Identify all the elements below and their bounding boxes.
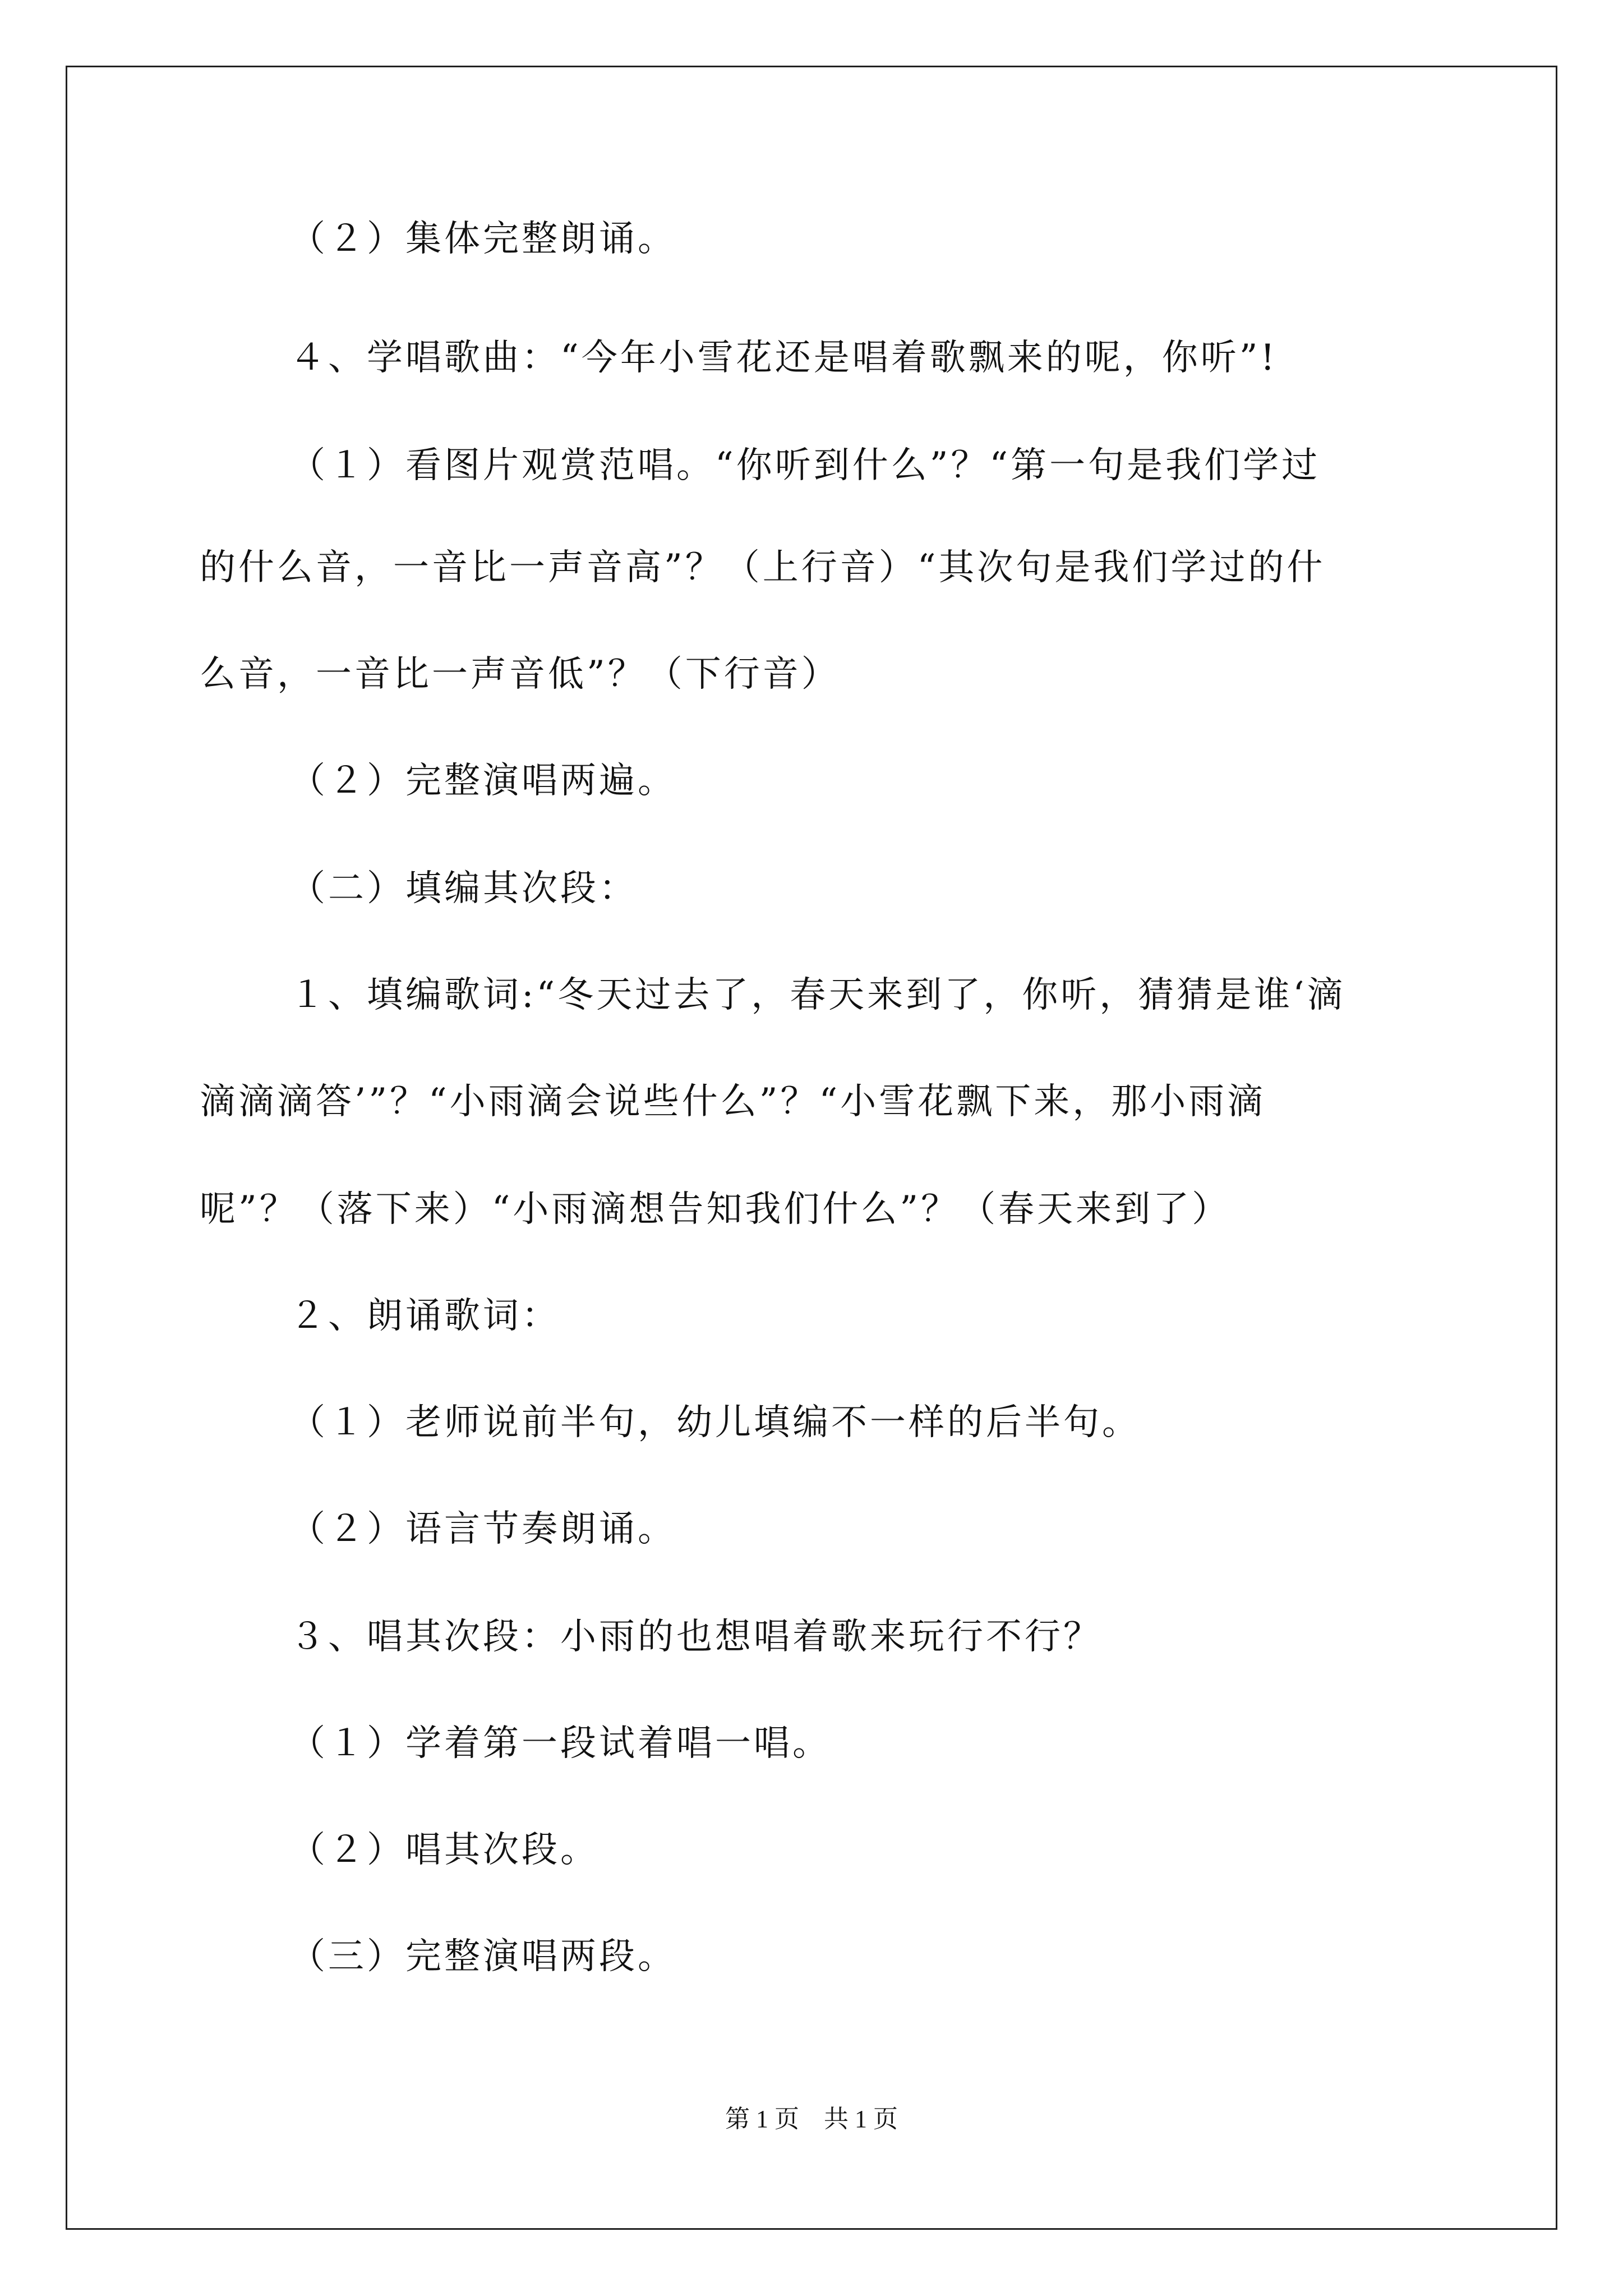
paragraph-line: （１）学着第一段试着唱一唱。 xyxy=(289,1723,831,1764)
paragraph-line: ２、朗诵歌词： xyxy=(289,1295,560,1337)
paragraph-line: １、填编歌词:“冬天过去了，春天来到了，你听，猜猜是谁‘滴 xyxy=(289,974,1346,1016)
paragraph-line: （１）看图片观赏范唱。“你听到什么”？“第一句是我们学过 xyxy=(289,445,1321,486)
paragraph-line: ４、学唱歌曲：“今年小雪花还是唱着歌飘来的呢，你听”! xyxy=(289,337,1278,379)
paragraph-line: ３、唱其次段：小雨的也想唱着歌来玩行不行？ xyxy=(289,1616,1102,1658)
paragraph-line: （二）填编其次段： xyxy=(289,868,638,909)
paragraph-line: 呢”？（落下来）“小雨滴想告知我们什么”？（春天来到了） xyxy=(200,1189,1231,1230)
paragraph-line: 的什么音，一音比一声音高”？（上行音）“其次句是我们学过的什 xyxy=(200,547,1326,588)
paragraph-line: （三）完整演唱两段。 xyxy=(289,1936,676,1977)
paragraph-line: （２）完整演唱两遍。 xyxy=(289,760,676,802)
paragraph-line: 么音，一音比一声音低”？（下行音） xyxy=(200,654,840,695)
page-border xyxy=(66,66,1557,2230)
paragraph-line: 滴滴滴答’”？“小雨滴会说些什么”？“小雪花飘下来，那小雨滴 xyxy=(200,1081,1266,1122)
page-footer: 第 1 页 共 1 页 xyxy=(725,2105,898,2133)
paragraph-line: （２）唱其次段。 xyxy=(289,1829,599,1871)
paragraph-line: （２）语言节奏朗诵。 xyxy=(289,1508,676,1550)
paragraph-line: （１）老师说前半句，幼儿填编不一样的后半句。 xyxy=(289,1402,1141,1443)
paragraph-line: （２）集体完整朗诵。 xyxy=(289,218,676,260)
